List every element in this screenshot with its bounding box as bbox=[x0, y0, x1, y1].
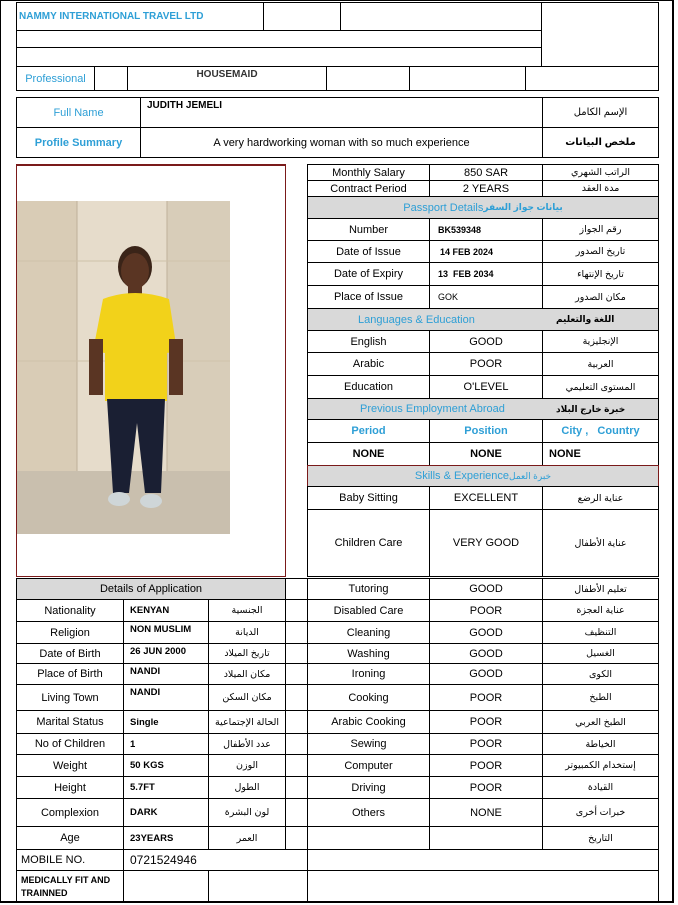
skill-cooking-ar: الطبخ bbox=[542, 684, 659, 711]
languages-heading-ar: اللغة والتعليم bbox=[556, 314, 615, 324]
date-of-birth-label: Date of Birth bbox=[16, 643, 124, 664]
passport-place-label: Place of Issue bbox=[307, 285, 430, 309]
weight-spacer bbox=[285, 754, 308, 777]
header-cell-blank-1 bbox=[263, 2, 341, 31]
position-blank-2 bbox=[409, 66, 526, 91]
religion-spacer bbox=[285, 621, 308, 644]
employment-col-city-country: City , Country bbox=[542, 419, 659, 443]
marital-status-label: Marital Status bbox=[16, 710, 124, 734]
skill-disabled-care-value: POOR bbox=[429, 599, 543, 622]
mobile-right-blank bbox=[307, 849, 659, 871]
skills-heading-ar: خبرة العمل bbox=[509, 470, 552, 481]
passport-place-ar: مكان الصدور bbox=[542, 285, 659, 309]
summary-value: A very hardworking woman with so much experience bbox=[140, 127, 543, 158]
languages-heading bbox=[307, 308, 659, 331]
employment-position-value: NONE bbox=[429, 442, 543, 466]
passport-number-label: Number bbox=[307, 218, 430, 241]
weight-ar: الوزن bbox=[208, 754, 286, 777]
skill-baby-sitting-label: Baby Sitting bbox=[307, 486, 430, 510]
medical-blank-2 bbox=[208, 870, 308, 903]
employment-period-value: NONE bbox=[307, 442, 430, 466]
place-of-birth-ar: مكان الميلاد bbox=[208, 663, 286, 685]
languages-heading-en: Languages & Education bbox=[358, 313, 475, 326]
full-name-label: Full Name bbox=[16, 97, 141, 128]
living-town-spacer bbox=[285, 684, 308, 711]
skill-others-value: NONE bbox=[429, 798, 543, 827]
passport-number-ar: رقم الجواز bbox=[542, 218, 659, 241]
complexion-ar: لون البشرة bbox=[208, 798, 286, 827]
passport-expiry-value: 13 FEB 2034 bbox=[429, 262, 543, 286]
date-ar: التاريخ bbox=[542, 826, 659, 850]
skill-washing-value: GOOD bbox=[429, 643, 543, 664]
application-spacer bbox=[285, 578, 308, 600]
skill-cleaning-ar: التنظيف bbox=[542, 621, 659, 644]
employment-country-value: NONE bbox=[542, 442, 659, 466]
complexion-spacer bbox=[285, 798, 308, 827]
skill-washing-ar: الغسيل bbox=[542, 643, 659, 664]
skill-arabic-cooking-ar: الطبخ العربي bbox=[542, 710, 659, 734]
skill-sewing-label: Sewing bbox=[307, 733, 430, 755]
passport-expiry-ar: تاريخ الإنتهاء bbox=[542, 262, 659, 286]
height-value: 5.7FT bbox=[123, 776, 209, 799]
lang-arabic-ar: العربية bbox=[542, 352, 659, 376]
place-of-birth-label: Place of Birth bbox=[16, 663, 124, 685]
education-ar: المستوى التعليمي bbox=[542, 375, 659, 399]
skill-disabled-care-label: Disabled Care bbox=[307, 599, 430, 622]
skill-ironing-value: GOOD bbox=[429, 663, 543, 685]
passport-number-value: BK539348 bbox=[429, 218, 543, 241]
header-row-blank-a bbox=[16, 30, 542, 48]
passport-heading-en: Passport Details bbox=[403, 201, 484, 214]
skill-children-care-ar: عناية الأطفال bbox=[542, 509, 659, 577]
education-value: O'LEVEL bbox=[429, 375, 543, 399]
age-value: 23YEARS bbox=[123, 826, 209, 850]
complexion-label: Complexion bbox=[16, 798, 124, 827]
age-label: Age bbox=[16, 826, 124, 850]
skill-cooking-value: POOR bbox=[429, 684, 543, 711]
height-ar: الطول bbox=[208, 776, 286, 799]
marital-status-value: Single bbox=[123, 710, 209, 734]
salary-ar: الراتب الشهري bbox=[542, 164, 659, 181]
skill-others-label: Others bbox=[307, 798, 430, 827]
medical-blank-1 bbox=[123, 870, 209, 903]
passport-heading-ar: بيانات جواز السفر bbox=[483, 202, 563, 212]
date-of-birth-ar: تاريخ الميلاد bbox=[208, 643, 286, 664]
living-town-ar: مكان السكن bbox=[208, 684, 286, 711]
full-name-ar: الإسم الكامل bbox=[542, 97, 659, 128]
salary-value: 850 SAR bbox=[429, 164, 543, 181]
professional-label: Professional bbox=[16, 66, 95, 91]
religion-label: Religion bbox=[16, 621, 124, 644]
lang-english-value: GOOD bbox=[429, 330, 543, 353]
skill-children-care-value: VERY GOOD bbox=[429, 509, 543, 577]
employment-heading-ar: خبرة خارج البلاد bbox=[556, 403, 626, 414]
skill-washing-label: Washing bbox=[307, 643, 430, 664]
education-label: Education bbox=[307, 375, 430, 399]
date-of-birth-spacer bbox=[285, 643, 308, 664]
skill-arabic-cooking-value: POOR bbox=[429, 710, 543, 734]
skill-baby-sitting-value: EXCELLENT bbox=[429, 486, 543, 510]
position-title: HOUSEMAID bbox=[127, 66, 327, 91]
lang-arabic-label: Arabic bbox=[307, 352, 430, 376]
medical-right-blank bbox=[307, 870, 659, 903]
skill-computer-ar: إستخدام الكمبيوتر bbox=[542, 754, 659, 777]
company-name: NAMMY INTERNATIONAL TRAVEL LTD bbox=[16, 2, 264, 31]
skill-cleaning-value: GOOD bbox=[429, 621, 543, 644]
nationality-value: KENYAN bbox=[123, 599, 209, 622]
height-spacer bbox=[285, 776, 308, 799]
lang-arabic-value: POOR bbox=[429, 352, 543, 376]
contract-label: Contract Period bbox=[307, 180, 430, 197]
skill-tutoring-ar: تعليم الأطفال bbox=[542, 578, 659, 600]
position-blank-1 bbox=[326, 66, 410, 91]
passport-issue-value: 14 FEB 2024 bbox=[429, 240, 543, 263]
skill-driving-value: POOR bbox=[429, 776, 543, 799]
salary-label: Monthly Salary bbox=[307, 164, 430, 181]
employment-heading bbox=[307, 398, 659, 420]
age-right-blank-2 bbox=[429, 826, 543, 850]
skill-arabic-cooking-label: Arabic Cooking bbox=[307, 710, 430, 734]
skill-computer-value: POOR bbox=[429, 754, 543, 777]
nationality-ar: الجنسية bbox=[208, 599, 286, 622]
skill-cleaning-label: Cleaning bbox=[307, 621, 430, 644]
no-of-children-ar: عدد الأطفال bbox=[208, 733, 286, 755]
weight-value: 50 KGS bbox=[123, 754, 209, 777]
mobile-value: 0721524946 bbox=[123, 849, 308, 871]
place-of-birth-value: NANDI bbox=[123, 663, 209, 685]
complexion-value: DARK bbox=[123, 798, 209, 827]
application-heading: Details of Application bbox=[16, 578, 286, 600]
skill-tutoring-label: Tutoring bbox=[307, 578, 430, 600]
age-ar: العمر bbox=[208, 826, 286, 850]
skill-sewing-ar: الخياطة bbox=[542, 733, 659, 755]
nationality-spacer bbox=[285, 599, 308, 622]
contract-value: 2 YEARS bbox=[429, 180, 543, 197]
passport-expiry-label: Date of Expiry bbox=[307, 262, 430, 286]
skill-disabled-care-ar: عناية العجزة bbox=[542, 599, 659, 622]
weight-label: Weight bbox=[16, 754, 124, 777]
skill-children-care-label: Children Care bbox=[307, 509, 430, 577]
marital-status-spacer bbox=[285, 710, 308, 734]
professional-blank bbox=[94, 66, 128, 91]
skill-sewing-value: POOR bbox=[429, 733, 543, 755]
summary-label: Profile Summary bbox=[16, 127, 141, 158]
marital-status-ar: الحالة الإجتماعية bbox=[208, 710, 286, 734]
no-of-children-label: No of Children bbox=[16, 733, 124, 755]
no-of-children-value: 1 bbox=[123, 733, 209, 755]
lang-english-ar: الإنجليزية bbox=[542, 330, 659, 353]
skill-computer-label: Computer bbox=[307, 754, 430, 777]
nationality-label: Nationality bbox=[16, 599, 124, 622]
contract-ar: مدة العقد bbox=[542, 180, 659, 197]
skill-others-ar: خبرات أخرى bbox=[542, 798, 659, 827]
living-town-value: NANDI bbox=[123, 684, 209, 711]
skill-baby-sitting-ar: عناية الرضع bbox=[542, 486, 659, 510]
full-name-value: JUDITH JEMELI bbox=[140, 97, 543, 128]
date-of-birth-value: 26 JUN 2000 bbox=[123, 643, 209, 664]
age-right-blank-1 bbox=[307, 826, 430, 850]
passport-place-value: GOK bbox=[429, 285, 543, 309]
passport-issue-label: Date of Issue bbox=[307, 240, 430, 263]
passport-issue-ar: تاريخ الصدور bbox=[542, 240, 659, 263]
employment-heading-en: Previous Employment Abroad bbox=[360, 403, 505, 415]
skill-cooking-label: Cooking bbox=[307, 684, 430, 711]
employment-col-position: Position bbox=[429, 419, 543, 443]
header-cell-blank-3 bbox=[541, 2, 659, 67]
age-spacer bbox=[285, 826, 308, 850]
skill-tutoring-value: GOOD bbox=[429, 578, 543, 600]
religion-value: NON MUSLIM bbox=[123, 621, 209, 644]
place-of-birth-spacer bbox=[285, 663, 308, 685]
skill-driving-ar: القيادة bbox=[542, 776, 659, 799]
passport-heading bbox=[307, 196, 659, 219]
summary-ar: ملخص البيانات bbox=[542, 127, 659, 158]
living-town-label: Living Town bbox=[16, 684, 124, 711]
mobile-label: MOBILE NO. bbox=[16, 849, 124, 871]
skill-ironing-ar: الكوى bbox=[542, 663, 659, 685]
no-of-children-spacer bbox=[285, 733, 308, 755]
skill-ironing-label: Ironing bbox=[307, 663, 430, 685]
lang-english-label: English bbox=[307, 330, 430, 353]
header-row-blank-b bbox=[16, 47, 542, 67]
position-blank-3 bbox=[525, 66, 659, 91]
header-cell-blank-2 bbox=[340, 2, 542, 31]
skill-driving-label: Driving bbox=[307, 776, 430, 799]
medical-label: MEDICALLY FIT AND TRAINNED bbox=[16, 870, 124, 903]
height-label: Height bbox=[16, 776, 124, 799]
religion-ar: الديانة bbox=[208, 621, 286, 644]
skills-heading bbox=[307, 465, 659, 487]
employment-col-period: Period bbox=[307, 419, 430, 443]
candidate-photo bbox=[17, 201, 230, 534]
skills-heading-en: Skills & Experience bbox=[414, 470, 510, 482]
